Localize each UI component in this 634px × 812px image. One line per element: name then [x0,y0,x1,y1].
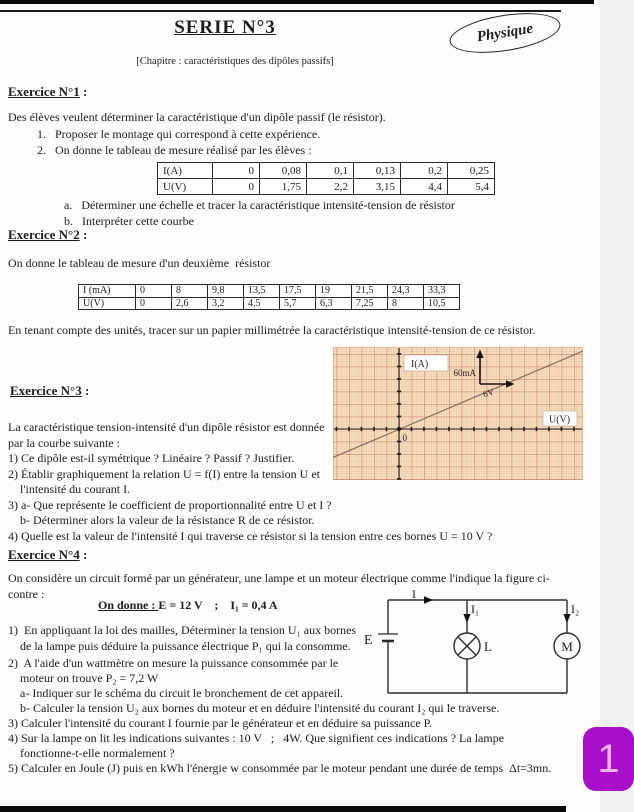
exercise1-item-1: 1. Proposer le montage qui correspond à cette expérience. [37,127,321,141]
header-rule [0,10,561,12]
table-cell: 6,3 [316,297,352,310]
table-cell: 0 [136,285,172,298]
exercise1-heading: Exercice N°1 : [8,84,88,99]
lamp-icon [454,633,480,659]
exercise4-q5: 5) Calculer en Joule (J) puis en kWh l'énergie w consommée par le moteur pendant une durée de temps Δt=3mn. [8,761,552,775]
table-cell: 5,7 [280,297,316,310]
origin-label: 0 [402,433,407,443]
table-cell: 5,4 [448,179,495,195]
bottom-scan-bar [0,806,566,812]
exercise2-intro: On donne le tableau de mesure d'un deuxième résistor [8,256,271,270]
table-cell: 17,5 [280,285,316,298]
generator-label: E [364,633,373,648]
chapter-subtitle: [Chapitre : caractéristiques des dipôles passifs] [136,56,334,67]
exercise2-heading: Exercice N°2 : [8,227,88,242]
battery-icon [378,634,398,641]
current-arrow-main [424,596,433,604]
row-header: U(V) [79,297,136,310]
table-cell: 10,5 [424,297,460,310]
exercise4-q1a: 1) En appliquant la loi des mailles, Déterminer la tension U₁ aux bornes [8,623,357,637]
page-title: SERIE N°3 [174,17,276,38]
y-scale-value: 60mA [453,368,476,378]
graph-svg [333,347,583,480]
table-cell: 3,15 [354,179,401,195]
table-cell: 0 [136,297,172,310]
current-1-label: I₁ [471,602,480,616]
exercise4-q2a: 2) A l'aide d'un wattmètre on mesure la puissance consommée par le [8,656,339,670]
exercise1-sub-b: b. Interpréter cette courbe [64,213,194,228]
exercise3-line1: La caractéristique tension-intensité d'un dipôle résistor est donnée [8,420,325,434]
table-cell: 33,3 [424,285,460,298]
exercise4-intro2: contre : [8,586,45,601]
origin-point [397,427,401,431]
exercise3-q2b: l'intensité du courant I. [20,482,131,496]
table-cell: 4,5 [244,297,280,310]
circuit-diagram [360,588,630,700]
exercise4-q3: 3) Calculer l'intensité du courant I fournie par le générateur et en déduire sa puissance P. [8,716,433,730]
exercise4-q4a: 4) Sur la lampe on lit les indications suivantes : 10 V ; 4W. Que signifient ces indications ? La lampe [8,731,505,745]
row-header: I(A) [158,163,213,179]
lamp-label: L [484,639,492,654]
exercise4-q4b: fonctionne-t-elle normalement ? [20,746,175,760]
table-cell: 24,3 [388,285,424,298]
exercise3-q2a: 2) Établir graphiquement la relation U = f(I) entre la tension U et [8,466,320,481]
exercise3-heading: Exercice N°3 : [10,383,90,398]
current-2-label: I₂ [571,602,580,616]
subject-stamp-label: Physique [475,20,535,45]
exercise2-note: En tenant compte des unités, tracer sur un papier millimétrée la caractéristique intensité-tension de ce résistor. [8,323,536,337]
y-axis-label: I(A) [411,359,429,370]
table-cell: 21,5 [352,285,388,298]
current-arrow-2 [563,614,570,623]
table-cell: 8 [172,285,208,298]
table-row [158,179,495,195]
table-cell: 0,1 [307,163,354,179]
table-cell: 13,5 [244,285,280,298]
table-cell: 0,13 [354,163,401,179]
table-row [79,285,460,298]
row-header: U(V) [158,179,213,195]
exercise4-given: On donne : E = 12 V ; I₁ = 0,4 A [98,598,278,612]
table-cell: 4,4 [401,179,448,195]
page-number: 1 [597,736,620,781]
motor-label: M [561,639,573,654]
exercise4-heading: Exercice N°4 : [8,547,88,562]
subject-stamp [447,6,563,59]
page-number-badge [583,727,634,791]
exercise4-intro1: On considère un circuit formé par un générateur, une lampe et un moteur électrique comme l'indique la figure ci- [8,571,550,585]
table-cell: 1,75 [260,179,307,195]
table-row [158,163,495,179]
table-cell: 19 [316,285,352,298]
row-header: I (mA) [79,285,136,298]
table-row [79,297,460,310]
table-cell: 2,2 [307,179,354,195]
table-cell: 9,8 [208,285,244,298]
iu-characteristic-graph [333,347,583,480]
exercise3-q1: 1) Ce dipôle est-il symétrique ? Linéaire ? Passif ? Justifier. [8,451,295,465]
exercise1-sub-a: a. Déterminer une échelle et tracer la caractéristique intensité-tension de résistor [64,198,455,212]
x-axis-label: U(V) [549,414,571,426]
table-cell: 0,08 [260,163,307,179]
table-cell: 2,6 [172,297,208,310]
x-scale-value: 6V [481,386,496,400]
table-cell: 3,2 [208,297,244,310]
measurement-table-2 [78,284,460,310]
exercise4-q2c: a- Indiquer sur le schéma du circuit le bronchement de cet appareil. [20,686,344,700]
exercise4-q2d: b- Calculer la tension U₂ aux bornes du moteur et en déduire l'intensité du courant I₂ qui le traverse. [20,701,500,715]
exercise1-item-2: 2. On donne le tableau de mesure réalisé par les élèves : [37,142,312,157]
circuit-svg [360,588,630,700]
exercise3-q4: 4) Quelle est la valeur de l'intensité I qui traverse ce résistor si la tension entre ces bornes U = 10 V ? [8,528,493,543]
exercise4-q1b: de la lampe puis déduire la puissance électrique P₁ qui la consomme. [20,639,351,653]
table-cell: 0 [213,179,260,195]
exercise3-q3b: b- Déterminer alors la valeur de la résistance R de ce résistor. [20,513,315,527]
exercise3-q3a: 3) a- Que représente le coefficient de proportionnalité entre U et I ? [8,497,332,512]
current-main-label: I [412,588,416,601]
table-cell: 0,2 [401,163,448,179]
measurement-table-1 [157,162,495,195]
table-cell: 7,25 [352,297,388,310]
exercise1-intro: Des élèves veulent déterminer la caractéristique d'un dipôle passif (le résistor). [8,110,386,124]
exercise4-q2b: moteur on trouve P₂ = 7,2 W [20,671,159,685]
top-scan-bar [0,0,594,4]
table-cell: 0 [213,163,260,179]
table-cell: 8 [388,297,424,310]
current-arrow-1 [463,614,470,623]
table-cell: 0,25 [448,163,495,179]
exercise3-line2: par la courbe suivante : [8,435,120,450]
